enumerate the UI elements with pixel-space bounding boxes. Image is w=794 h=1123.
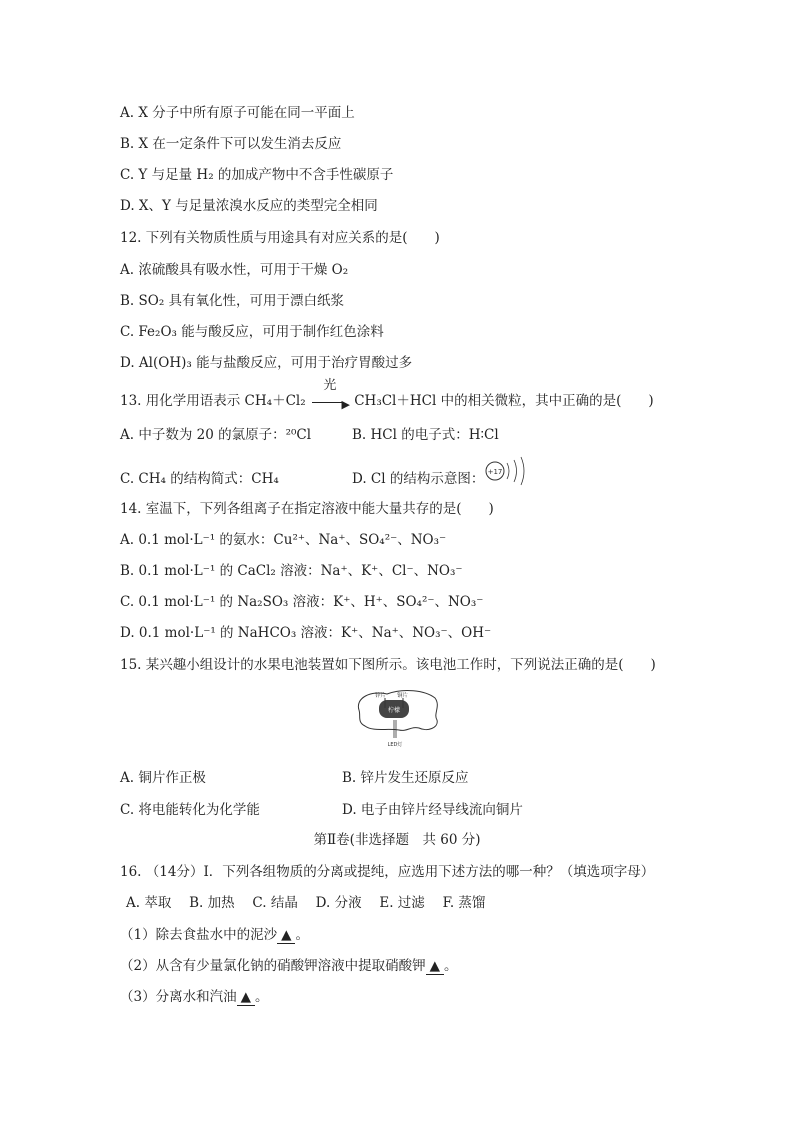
q16-methods: A. 萃取 B. 加热 C. 结晶 D. 分液 E. 过滤 F. 蒸馏 [126,895,486,911]
light-condition-label: 光 [323,377,337,393]
q12-option-d: D. Al(OH)₃ 能与盐酸反应，可用于治疗胃酸过多 [120,355,413,371]
q14-stem: 14. 室温下，下列各组离子在指定溶液中能大量共存的是( ) [120,501,494,517]
lemon-label: 柠檬 [387,707,401,714]
q15-stem: 15. 某兴趣小组设计的水果电池装置如下图所示。该电池工作时，下列说法正确的是( ) [120,657,656,673]
q12-option-a: A. 浓硫酸具有吸水性，可用于干燥 O₂ [120,262,349,278]
q16-sub3 [120,988,268,1006]
q11-option-a: A. X 分子中所有原子可能在同一平面上 [120,105,355,121]
q13-option-a: A. 中子数为 20 的氯原子：²⁰Cl [120,427,312,443]
copper-label: 铜片 [397,693,409,699]
q16-sub2-end: 。 [443,958,458,974]
q13-stem [120,377,654,411]
q13-option-d: D. Cl 的结构示意图： [352,471,485,487]
atom-nucleus-label: +17 [487,468,503,476]
q15-option-d: D. 电子由锌片经导线流向铜片 [342,802,523,818]
q16-sub3-text: （3）分离水和汽油 [120,989,237,1005]
q12-option-c: C. Fe₂O₃ 能与酸反应，可用于制作红色涂料 [120,324,384,340]
q14-option-b: B. 0.1 mol·L⁻¹ 的 CaCl₂ 溶液：Na⁺、K⁺、Cl⁻、NO₃⁻ [120,563,463,579]
q16-sub1-blank[interactable]: ▲ [277,927,295,944]
section-title: 第Ⅱ卷(非选择题 共 60 分) [313,832,481,848]
q13-stem-after: CH₃Cl＋HCl 中的相关微粒，其中正确的是( ) [354,393,654,409]
reaction-arrow [310,377,350,411]
q13-option-b: B. HCl 的电子式：H∶Cl [352,427,499,443]
q12-stem: 12. 下列有关物质性质与用途具有对应关系的是( ) [120,230,440,246]
q15-option-a: A. 铜片作正极 [120,770,206,786]
q16-sub2 [120,957,457,975]
q11-option-c: C. Y 与足量 H₂ 的加成产物中不含手性碳原子 [120,167,394,183]
arrow-head-icon: ▶ [341,397,350,411]
q14-option-c: C. 0.1 mol·L⁻¹ 的 Na₂SO₃ 溶液：K⁺、H⁺、SO₄²⁻、NO₃⁻ [120,594,484,610]
led-label: LED灯 [387,742,403,748]
q16-sub3-blank[interactable]: ▲ [237,989,255,1006]
q13-option-c: C. CH₄ 的结构简式：CH₄ [120,471,279,487]
q14-option-d: D. 0.1 mol·L⁻¹ 的 NaHCO₃ 溶液：K⁺、Na⁺、NO₃⁻、OH⁻ [120,625,492,641]
zinc-label: 锌片 [375,693,387,699]
q16-sub2-text: （2）从含有少量氯化钠的硝酸钾溶液中提取硝酸钾 [120,958,426,974]
q13-stem-before: 13. 用化学用语表示 CH₄＋Cl₂ [120,393,306,409]
q16-sub3-end: 。 [254,989,269,1005]
q16-stem: 16. （14分）Ⅰ．下列各组物质的分离或提纯，应选用下述方法的哪一种？（填选项字母） [120,864,655,880]
q11-option-b: B. X 在一定条件下可以发生消去反应 [120,136,342,152]
q14-option-a: A. 0.1 mol·L⁻¹ 的氨水：Cu²⁺、Na⁺、SO₄²⁻、NO₃⁻ [120,532,447,548]
q11-option-d: D. X、Y 与足量浓溴水反应的类型完全相同 [120,198,378,214]
q16-sub1 [120,926,309,944]
q15-option-c: C. 将电能转化为化学能 [120,802,260,818]
q16-sub2-blank[interactable]: ▲ [426,958,444,975]
q16-sub1-text: （1）除去食盐水中的泥沙 [120,927,278,943]
q12-option-b: B. SO₂ 具有氧化性，可用于漂白纸浆 [120,293,345,309]
q15-option-b: B. 锌片发生还原反应 [342,770,469,786]
fruit-battery-figure [353,688,441,748]
q16-sub1-end: 。 [295,927,309,943]
chlorine-atom-diagram [483,455,531,487]
